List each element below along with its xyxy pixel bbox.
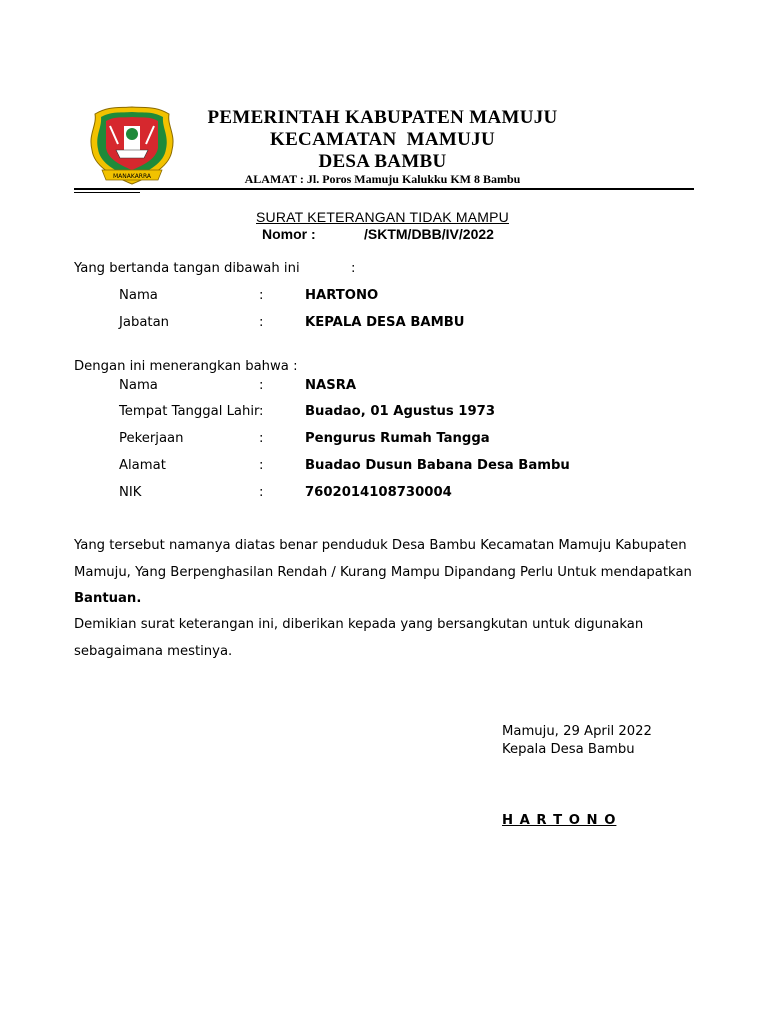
signatory-position-value: KEPALA DESA BAMBU <box>305 315 465 330</box>
subject-intro: Dengan ini menerangkan bahwa : <box>74 359 298 374</box>
signatory-position-label: Jabatan <box>119 315 170 330</box>
signatory-intro: Yang bertanda tangan dibawah ini <box>74 261 300 276</box>
closing-place-date: Mamuju, 29 April 2022 <box>502 724 652 739</box>
body-paragraph-2-line-2: sebagaimana mestinya. <box>74 644 233 659</box>
body-paragraph-1-line-2: Mamuju, Yang Berpenghasilan Rendah / Kurang Mampu Dipandang Perlu Untuk mendapatkan <box>74 565 692 580</box>
signatory-name-colon: : <box>259 288 264 303</box>
header-divider <box>74 188 694 190</box>
header-divider-thin <box>74 192 140 193</box>
header-government: PEMERINTAH KABUPATEN MAMUJU <box>207 107 558 128</box>
subject-address-colon: : <box>259 458 264 473</box>
subject-name-colon: : <box>259 378 264 393</box>
subject-name-label: Nama <box>119 378 158 393</box>
subject-occupation-colon: : <box>259 431 264 446</box>
body-paragraph-1-line-1: Yang tersebut namanya diatas benar penduduk Desa Bambu Kecamatan Mamuju Kabupaten <box>74 538 687 553</box>
subject-nik-colon: : <box>259 485 264 500</box>
emblem-motto: MANAKARRA <box>112 173 152 180</box>
subject-name-value: NASRA <box>305 378 357 393</box>
header-district: KECAMATAN MAMUJU <box>270 129 495 150</box>
signatory-name-value: HARTONO <box>305 288 379 303</box>
subject-nik-label: NIK <box>119 485 142 500</box>
document-title: SURAT KETERANGAN TIDAK MAMPU <box>256 209 509 225</box>
subject-birth-colon: : <box>259 404 264 419</box>
subject-occupation-value: Pengurus Rumah Tangga <box>305 431 490 446</box>
body-paragraph-1-line-3: Bantuan. <box>74 591 142 606</box>
subject-nik-value: 7602014108730004 <box>305 485 452 500</box>
subject-address-label: Alamat <box>119 458 166 473</box>
subject-occupation-label: Pekerjaan <box>119 431 184 446</box>
signatory-intro-colon: : <box>351 261 356 276</box>
subject-birth-label: Tempat Tanggal Lahir <box>119 404 260 419</box>
signer-name: H A R T O N O <box>502 813 617 828</box>
closing-position: Kepala Desa Bambu <box>502 742 635 757</box>
document-number-label: Nomor : <box>262 226 316 242</box>
body-paragraph-2-line-1: Demikian surat keterangan ini, diberikan kepada yang bersangkutan untuk digunakan <box>74 617 644 632</box>
subject-address-value: Buadao Dusun Babana Desa Bambu <box>305 458 570 473</box>
document-number-value: /SKTM/DBB/IV/2022 <box>364 226 494 242</box>
signatory-name-label: Nama <box>119 288 158 303</box>
subject-birth-value: Buadao, 01 Agustus 1973 <box>305 404 496 419</box>
signatory-position-colon: : <box>259 315 264 330</box>
header-address: ALAMAT : Jl. Poros Mamuju Kalukku KM 8 Bambu <box>244 172 521 186</box>
header-village: DESA BAMBU <box>318 151 447 172</box>
